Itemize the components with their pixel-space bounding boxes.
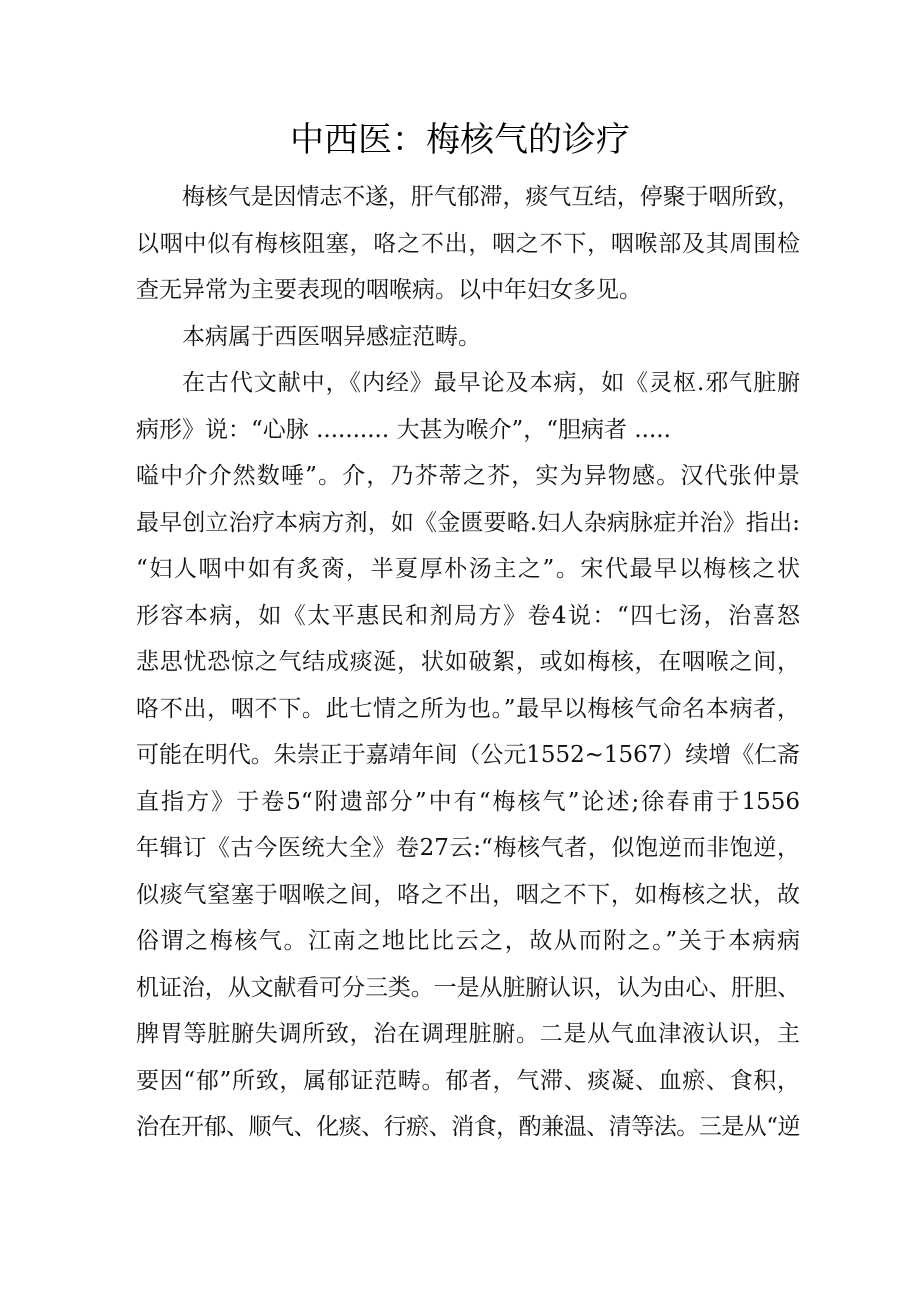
- text-line: 病形》说：“心脉 .......... 大甚为喉介”，“胆病者 .....: [136, 416, 671, 443]
- text-line: 俗谓之梅核气。江南之地比比云之，故从而附之。”关于本病病: [136, 928, 800, 954]
- paragraph-western-category: [136, 314, 800, 361]
- text-line: 梅核气是因情志不遂，肝气郁滞，痰气互结，停聚于咽所致，: [182, 184, 800, 210]
- text-line: 脾胃等脏腑失调所致，治在调理脏腑。二是从气血津液认识，主: [136, 1021, 800, 1047]
- text-line: 治在开郁、顺气、化痰、行瘀、消食，酌兼温、清等法。三是从“逆: [136, 1114, 800, 1140]
- text-line: 最早创立治疗本病方剂，如《金匮要略.妇人杂病脉症并治》指出:: [136, 509, 800, 536]
- text-line: 年辑订《古今医统大全》卷27云:“梅核气者，似饱逆而非饱逆，: [136, 835, 800, 861]
- text-line: 机证治，从文献看可分三类。一是从脏腑认识，认为由心、肝胆、: [136, 974, 800, 1001]
- text-line: 咯不出，咽不下。此七情之所为也。”最早以梅核气命名本病者，: [136, 695, 800, 722]
- text-line: 本病属于西医咽异感症范畴。: [182, 323, 481, 350]
- text-line: 可能在明代。朱崇正于嘉靖年间（公元1552~1567）续增《仁斋: [136, 742, 800, 768]
- text-line: 在古代文献中，《内经》最早论及本病，如《灵枢.邪气脏腑: [182, 370, 800, 396]
- text-line: 以咽中似有梅核阻塞，咯之不出，咽之不下，咽喉部及其周围检: [136, 230, 800, 257]
- text-line: 要因“郁”所致，属郁证范畴。郁者，气滞、痰凝、血瘀、食积，: [136, 1067, 800, 1094]
- text-line: “妇人咽中如有炙脔，半夏厚朴汤主之”。宋代最早以梅核之状: [136, 556, 800, 582]
- text-line: 似痰气窒塞于咽喉之间，咯之不出，咽之不下，如梅核之状，故: [136, 881, 800, 908]
- text-line: 悲思忧恐惊之气结成痰涎，状如破絮，或如梅核，在咽喉之间，: [136, 649, 800, 675]
- text-line: 直指方》于卷5“附遗部分”中有“梅核气”论述;徐春甫于1556: [136, 788, 800, 815]
- page-title: 中西医：梅核气的诊疗: [290, 120, 630, 160]
- document-body: [136, 174, 800, 1151]
- text-line: 嗌中介介然数唾”。介，乃芥蒂之芥，实为异物感。汉代张仲景: [136, 463, 800, 489]
- text-line: 查无异常为主要表现的咽喉病。以中年妇女多见。: [136, 277, 642, 303]
- paragraph-history: [136, 360, 800, 1151]
- text-line: 形容本病，如《太平惠民和剂局方》卷4说：“四七汤，治喜怒: [136, 602, 800, 629]
- paragraph-definition: [136, 174, 800, 314]
